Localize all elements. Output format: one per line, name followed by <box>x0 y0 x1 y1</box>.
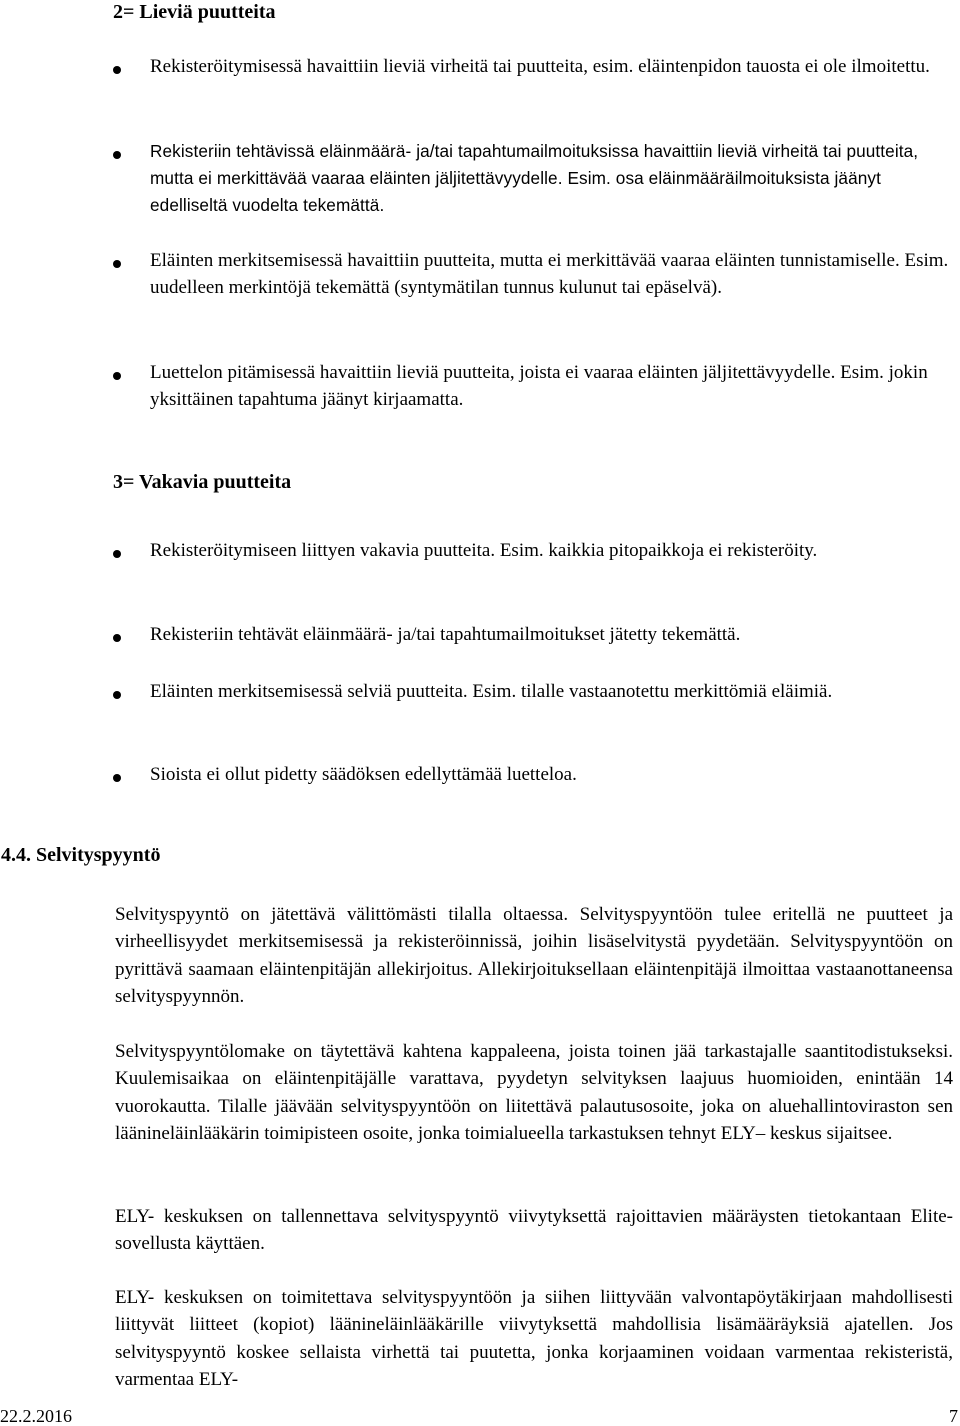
bullet-icon <box>113 634 121 642</box>
list-item-text: Eläinten merkitsemisessä havaittiin puutteita, mutta ei merkittävää vaaraa eläinten tunnistamiselle. Esim. uudelleen merkintöjä tekemättä (syntymätilan tunnus kulunut tai epäselvä). <box>150 250 949 298</box>
list-item-text: Rekisteriin tehtävissä eläinmäärä- ja/tai tapahtumailmoituksissa havaittiin lieviä virheitä tai puutteita, mutta ei merkittävää vaaraa eläinten jäljitettävyydelle. Esim. osa eläinmääräilmoituksista jäänyt edelliseltä vuodelta tekemättä. <box>150 141 919 215</box>
bullet-icon <box>113 774 121 782</box>
bullet-icon <box>113 372 121 380</box>
list-item-text: Rekisteriin tehtävät eläinmäärä- ja/tai tapahtumailmoitukset jätetty tekemättä. <box>150 624 741 645</box>
list-item-text: Rekisteröitymisessä havaittiin lieviä virheitä tai puutteita, esim. eläintenpidon tauosta ei ole ilmoitettu. <box>150 56 930 77</box>
body-paragraph: Selvityspyyntölomake on täytettävä kahtena kappaleena, joista toinen jää tarkastajalle saantitodistukseksi. Kuulemisaikaa on eläintenpitäjälle varattava, pyydetyn selvityksen laajuus huomioiden, enintään 14 vuorokautta. Tilalle jäävään selvityspyyntöön on liitettävä palautusosoite, joka on aluehallintoviraston sen läänineläinlääkärin toimipisteen osoite, jonka toimialueella tarkastuksen tehnyt ELY– keskus sijaitsee. <box>115 1041 953 1144</box>
body-paragraph: Selvityspyyntö on jätettävä välittömästi tilalla oltaessa. Selvityspyyntöön tulee eritellä ne puutteet ja virheellisyydet merkitsemisessä ja rekisteröinnissä, joihin lisäselvitystä pyydetään. Selvityspyyntöön on pyrittävä saamaan eläintenpitäjän allekirjoitus. Allekirjoituksellaan eläintenpitäjä ilmoittaa vastaanottaneensa selvityspyynnön. <box>115 904 953 1007</box>
section-heading-vakavia: 3= Vakavia puutteita <box>113 471 292 493</box>
bullet-icon <box>113 260 121 268</box>
bullet-icon <box>113 550 121 558</box>
bullet-icon <box>113 691 121 699</box>
footer-page-number: 7 <box>949 1406 958 1426</box>
body-paragraph: ELY- keskuksen on tallennettava selvityspyyntö viivytyksettä rajoittavien määräysten tietokantaan Elite-sovellusta käyttäen. <box>115 1206 953 1255</box>
list-item-text: Sioista ei ollut pidetty säädöksen edellyttämää luetteloa. <box>150 764 577 785</box>
section-heading-selvityspyynto: 4.4. Selvityspyyntö <box>1 844 161 866</box>
section-heading-lievia: 2= Lieviä puutteita <box>113 1 276 23</box>
list-item-text: Luettelon pitämisessä havaittiin lieviä puutteita, joista ei vaaraa eläinten jäljitettävyydelle. Esim. jokin yksittäinen tapahtuma jäänyt kirjaamatta. <box>150 362 928 410</box>
list-item-text: Rekisteröitymiseen liittyen vakavia puutteita. Esim. kaikkia pitopaikkoja ei rekisteröity. <box>150 540 818 561</box>
list-item-text: Eläinten merkitsemisessä selviä puutteita. Esim. tilalle vastaanotettu merkittömiä eläimiä. <box>150 681 833 702</box>
bullet-icon <box>113 66 121 74</box>
body-paragraph: ELY- keskuksen on toimitettava selvityspyyntöön ja siihen liittyvään valvontapöytäkirjaan mahdollisesti liittyvät liitteet (kopiot) läänineläinlääkärille viivytyksettä mahdollisia lisämääräyksiä ajatellen. Jos selvityspyyntö koskee sellaista virhettä tai puutetta, jonka korjaaminen voidaan varmentaa rekisteristä, varmentaa ELY- <box>115 1287 953 1390</box>
bullet-icon <box>113 151 121 159</box>
footer-date: 22.2.2016 <box>0 1406 72 1426</box>
